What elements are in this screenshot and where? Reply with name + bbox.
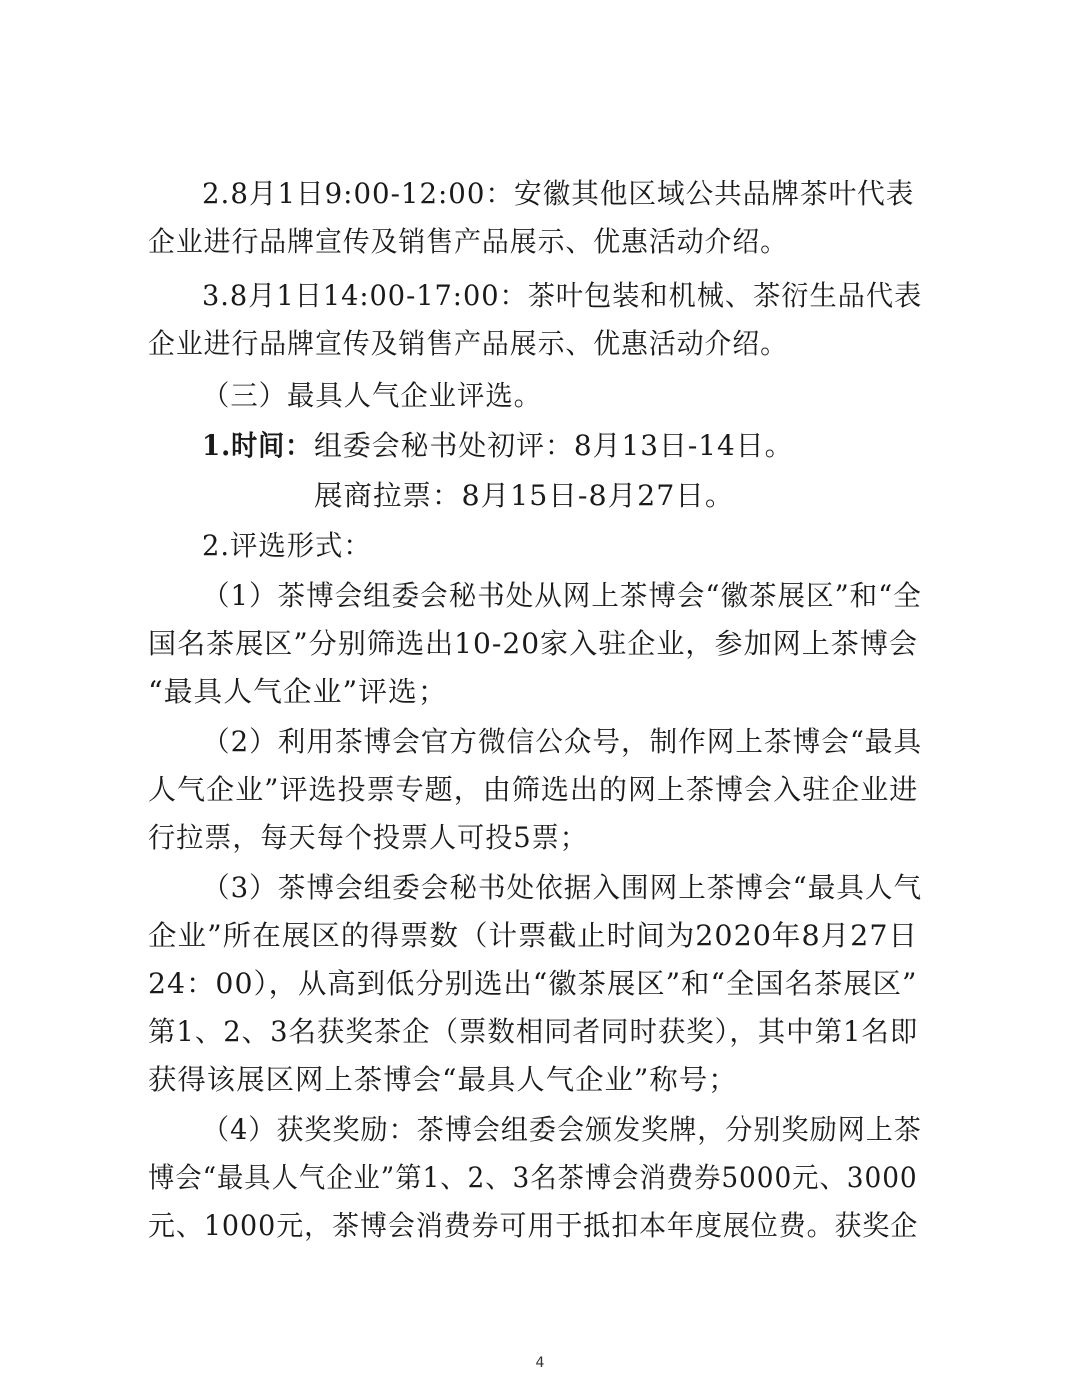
- time-label: 1.时间：: [202, 429, 313, 462]
- text-line: （3）茶博会组委会秘书处依据入围网上茶博会“最具人气: [202, 871, 923, 904]
- text-line: “最具人气企业”评选；: [148, 675, 448, 708]
- text-line: 2.评选形式：: [202, 529, 372, 562]
- text-line: 博会“最具人气企业”第1、2、3名茶博会消费券5000元、3000: [148, 1161, 918, 1194]
- text-line: 企业进行品牌宣传及销售产品展示、优惠活动介绍。: [148, 225, 789, 258]
- text-line: 企业”所在展区的得票数（计票截止时间为2020年8月27日: [148, 919, 919, 952]
- text-line: 获得该展区网上茶博会“最具人气企业”称号；: [148, 1063, 738, 1096]
- text-line: 第1、2、3名获奖茶企（票数相同者同时获奖），其中第1名即: [148, 1015, 919, 1048]
- text-line: 人气企业”评选投票专题，由筛选出的网上茶博会入驻企业进: [148, 773, 919, 806]
- text-line: 企业进行品牌宣传及销售产品展示、优惠活动介绍。: [148, 327, 789, 360]
- page-number: 4: [535, 1355, 545, 1371]
- text-line: （2）利用茶博会官方微信公众号，制作网上茶博会“最具: [202, 725, 923, 758]
- text-line: 行拉票，每天每个投票人可投5票；: [148, 821, 588, 854]
- text-line: 元、1000元，茶博会消费券可用于抵扣本年度展位费。获奖企: [148, 1209, 919, 1242]
- text-line: 3.8月1日14:00-17:00：茶叶包装和机械、茶衍生品代表: [202, 279, 923, 312]
- text-line: （4）获奖奖励：茶博会组委会颁发奖牌，分别奖励网上茶: [202, 1113, 922, 1146]
- section-heading: （三）最具人气企业评选。: [202, 379, 543, 412]
- text-line: 展商拉票：8月15日-8月27日。: [314, 479, 735, 512]
- text-line: 2.8月1日9:00-12:00：安徽其他区域公共品牌茶叶代表: [202, 177, 915, 210]
- text-line: （1）茶博会组委会秘书处从网上茶博会“徽茶展区”和“全: [202, 579, 922, 612]
- text-line: 国名茶展区”分别筛选出10-20家入驻企业，参加网上茶博会: [148, 627, 919, 660]
- text-line: 组委会秘书处初评：8月13日-14日。: [314, 429, 794, 462]
- text-line: 24：00），从高到低分别选出“徽茶展区”和“全国名茶展区”: [148, 967, 918, 1000]
